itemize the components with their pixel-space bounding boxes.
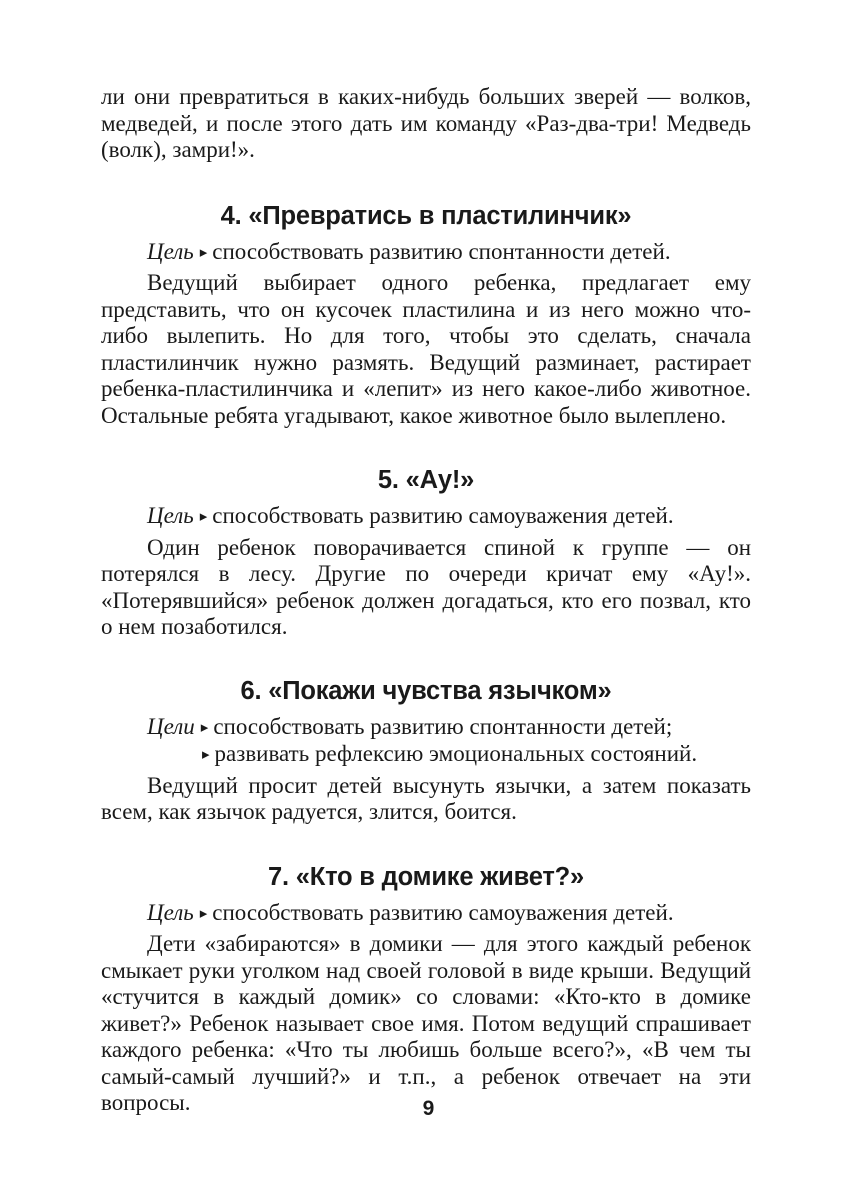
section-title: 4. «Превратись в пластилинчик» bbox=[220, 201, 632, 230]
goal-label: Цель bbox=[147, 238, 194, 264]
bullet-arrow-icon: ▸ bbox=[199, 509, 208, 525]
intro-paragraph: ли они превратиться в каких-нибудь больших зверей — волков, медведей, и после этого дать им команду «Раз-два-три! Медведь (волк), замри!». bbox=[101, 84, 751, 162]
bullet-arrow-icon: ▸ bbox=[200, 719, 209, 736]
page-content bbox=[101, 84, 751, 1117]
goal-text: способствовать развитию самоуважения детей. bbox=[212, 899, 674, 925]
bullet-arrow-icon: ▸ bbox=[202, 747, 210, 763]
goal-label: Цель bbox=[147, 899, 194, 925]
section-title: 5. «Ау!» bbox=[377, 466, 475, 494]
goal-label: Цель bbox=[147, 503, 194, 528]
goal-line bbox=[101, 900, 751, 928]
section-title: 6. «Покажи чувства язычком» bbox=[240, 676, 612, 705]
section-text: Ведущий просит детей высунуть язычки, а затем показать всем, как язычок радуется, злится, боится. bbox=[101, 772, 751, 824]
goal-line bbox=[101, 714, 751, 742]
goal-text: способствовать развитию самоуважения детей. bbox=[212, 503, 674, 528]
goal-text: способствовать развитию спонтанности детей. bbox=[212, 238, 671, 264]
section-text: Один ребенок поворачивается спиной к группе — он потерялся в лесу. Другие по очереди кричат ему «Ау!». «Потерявшийся» ребенок должен догадаться, кто его позвал, кто о нем позаботился. bbox=[101, 534, 751, 639]
goal-line bbox=[101, 239, 751, 267]
goal-text: способствовать развитию спонтанности детей; bbox=[213, 713, 673, 739]
page-number: 9 bbox=[422, 1097, 435, 1120]
goal-label: Цели bbox=[147, 713, 195, 739]
section-text: Дети «забираются» в домики — для этого каждый ребенок смыкает руки уголком над своей головой в виде крыши. Ведущий «стучится в каждый домик» со словами: «Кто-кто в домике живет?» Ребенок называет свое имя. Потом ведущий спрашивает каждого ребенка: «Что ты любишь больше всего?», «В чем ты самый-самый лучший?» и т.п., а ребенок отвечает на эти вопросы. bbox=[101, 931, 751, 1115]
section-title: 7. «Кто в домике живет?» bbox=[267, 862, 585, 891]
bullet-arrow-icon: ▸ bbox=[199, 905, 208, 922]
goal-text: развивать рефлексию эмоциональных состояний. bbox=[214, 741, 698, 766]
goal-line bbox=[101, 741, 751, 769]
section-text: Ведущий выбирает одного ребенка, предлагает ему представить, что он кусочек пластилина и из него можно что-либо вылепить. Но для того, чтобы это сделать, сначала пластилинчик нужно размять. Ведущий разминает, растирает ребенка-пластилинчика и «лепит» из него какое-либо животное. Остальные ребята угадывают, какое животное было вылеплено. bbox=[101, 270, 751, 428]
goal-line bbox=[101, 503, 751, 531]
bullet-arrow-icon: ▸ bbox=[199, 244, 208, 261]
